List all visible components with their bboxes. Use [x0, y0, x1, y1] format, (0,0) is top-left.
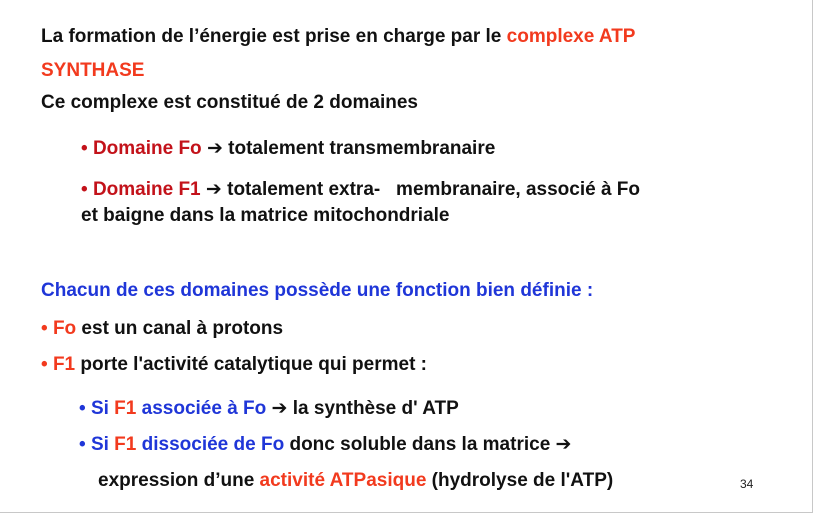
case-associated-f1: F1 — [114, 398, 137, 419]
bullet: • — [79, 398, 86, 419]
intro-highlight-synthase: SYNTHASE — [41, 60, 145, 81]
arrow-right-icon: ➔ — [206, 138, 223, 159]
domain-f1-desc-cont: et baigne dans la matrice mitochondriale — [81, 205, 450, 226]
bullet: • — [81, 179, 88, 200]
intro-line-3 — [41, 92, 418, 114]
domain-fo-desc: totalement transmembranaire — [228, 138, 496, 159]
functions-heading — [41, 280, 593, 302]
case-dissociated-si: Si — [90, 434, 115, 455]
case-associated-result: la synthèse d' ATP — [287, 398, 459, 419]
intro-line-2 — [41, 60, 144, 82]
case-dissociated-condition: dissociée de Fo — [136, 434, 285, 455]
case-associated-condition: associée à Fo — [136, 398, 267, 419]
arrow-right-icon: ➔ — [555, 434, 572, 455]
case-dissociated-item — [79, 434, 571, 456]
bullet: • — [79, 434, 86, 455]
arrow-right-icon: ➔ — [271, 398, 288, 419]
case-dissociated-f1: F1 — [114, 434, 137, 455]
case-associated-si: Si — [90, 398, 115, 419]
intro-highlight-complexe-atp: complexe ATP — [506, 26, 636, 47]
domain-f1-item-cont — [81, 205, 450, 227]
intro-text: La formation de l’énergie est prise en charge par le — [41, 26, 507, 47]
function-f1-text: porte l'activité catalytique qui permet : — [75, 354, 428, 375]
case-associated-item — [79, 398, 459, 420]
case-dissociated-text: donc soluble dans la matrice — [284, 434, 556, 455]
page-number: 34 — [740, 477, 754, 491]
case-dissociated-hydrolyse: (hydrolyse de l'ATP) — [426, 470, 614, 491]
domain-fo-item — [81, 138, 495, 160]
function-fo-item — [41, 318, 283, 340]
bullet: • — [41, 354, 48, 375]
arrow-right-icon: ➔ — [205, 179, 222, 200]
intro-complexe-text: Ce complexe est constitué de 2 domaines — [41, 92, 418, 113]
bullet: • — [41, 318, 48, 339]
case-dissociated-highlight: activité ATPasique — [259, 470, 427, 491]
function-f1-item — [41, 354, 427, 376]
function-fo-label: Fo — [52, 318, 77, 339]
function-fo-text: est un canal à protons — [76, 318, 284, 339]
domain-f1-desc: totalement extra- membranaire, associé à Fo — [227, 179, 641, 200]
functions-heading-text: Chacun de ces domaines possède une fonction bien définie : — [41, 280, 594, 301]
domain-f1-item — [81, 179, 640, 201]
case-dissociated-expression: expression d’une — [98, 470, 260, 491]
domain-f1-name: Domaine F1 — [92, 179, 201, 200]
intro-line-1 — [41, 26, 635, 48]
domain-fo-name: Domaine Fo — [92, 138, 202, 159]
function-f1-label: F1 — [52, 354, 76, 375]
case-dissociated-line-2 — [98, 470, 613, 492]
bullet: • — [81, 138, 88, 159]
